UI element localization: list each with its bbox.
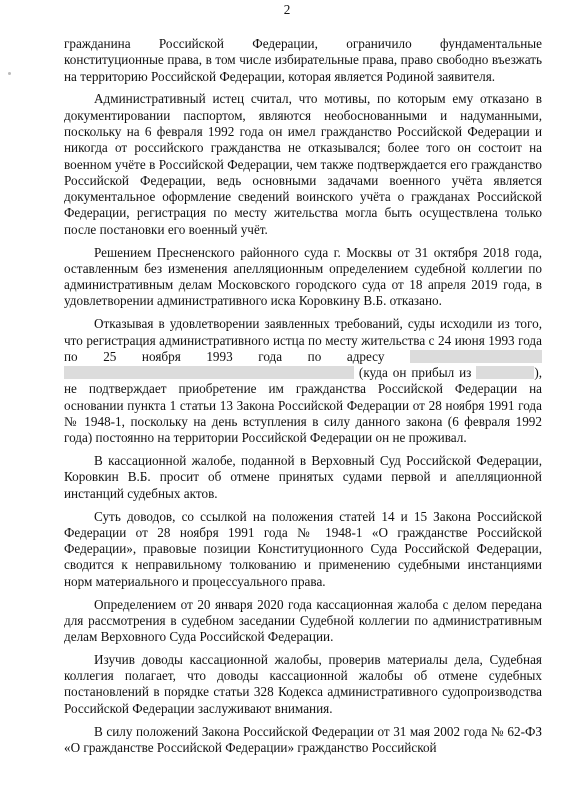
page-number: 2 — [283, 2, 291, 17]
redacted-origin — [476, 366, 534, 379]
scan-mark — [8, 72, 11, 75]
paragraph-8: Изучив доводы кассационной жалобы, проверив материалы дела, Судебная коллегия полагает, что доводы кассационной жалобы об отмене судебных постановлений в порядке статьи 328 Кодекса административного судопроизводства Российской Федерации заслуживают внимания. — [64, 651, 542, 716]
document-body — [64, 36, 542, 763]
redacted-address — [64, 366, 354, 379]
paragraph-6: Суть доводов, со ссылкой на положения статей 14 и 15 Закона Российской Федерации от 28 ноября 1991 года № 1948-1 «О гражданстве Российской Федерации», правовые позиции Конституционного Суда Российской Федерации, сводится к неправильному толкованию и применению судебными инстанциями норм материального и процессуального права. — [64, 508, 542, 589]
paragraph-7: Определением от 20 января 2020 года кассационная жалоба с делом передана для рассмотрения в судебном заседании Судебной коллегии по административным делам Верховного Суда Российской Федерации. — [64, 596, 542, 645]
paragraph-2: Административный истец считал, что мотивы, по которым ему отказано в документировании паспортом, являются необоснованными и надуманными, поскольку на 6 февраля 1992 года он имел гражданство Российской Федерации и никогда от российского гражданства не отказывался; более того он состоит на военном учёте в Российской Федерации, чем также подтверждается его гражданство Российской Федерации, ведь основными задачами военного учёта является документальное оформление сведений воинского учёта о гражданах Российской Федерации, регистрация по месту жительства могла быть осуществлена только после постановки его военный учёт. — [64, 91, 542, 237]
paragraph-4-part-b: (куда он прибыл из — [358, 365, 472, 381]
paragraph-3: Решением Пресненского районного суда г. Москвы от 31 октября 2018 года, оставленным без изменения апелляционным определением судебной коллегии по административным делам Московского городского суда от 18 апреля 2019 года, в удовлетворении административного иска Коровкину В.Б. отказано. — [64, 244, 542, 309]
paragraph-4-part-c: ), не подтверждает приобретение им гражданства Российской Федерации на основании пункта 1 статьи 13 Закона Российской Федерации от 28 ноября 1991 года № 1948-1, поскольку на день вступления в силу данного закона (6 февраля 1992 года) постоянно на территории Российской Федерации он не проживал. — [64, 365, 543, 446]
paragraph-9: В силу положений Закона Российской Федерации от 31 мая 2002 года № 62-ФЗ «О гражданстве Российской Федерации» гражданство Российской — [64, 723, 542, 755]
paragraph-1: гражданина Российской Федерации, ограничило фундаментальные конституционные права, в том числе избирательные права, право свободно въезжать на территорию Российской Федерации, которая является Родиной заявителя. — [64, 36, 542, 84]
paragraph-4 — [64, 316, 542, 446]
paragraph-5: В кассационной жалобе, поданной в Верховный Суд Российской Федерации, Коровкин В.Б. просит об отмене принятых судами первой и апелляционной инстанций судебных актов. — [64, 453, 542, 501]
redacted-address-start — [410, 350, 542, 363]
paragraph-4-part-a: Отказывая в удовлетворении заявленных требований, суды исходили из того, что регистрация административного истца по месту жительства с 24 июня 1993 года по 25 ноября 1993 года по адресу — [64, 316, 542, 364]
